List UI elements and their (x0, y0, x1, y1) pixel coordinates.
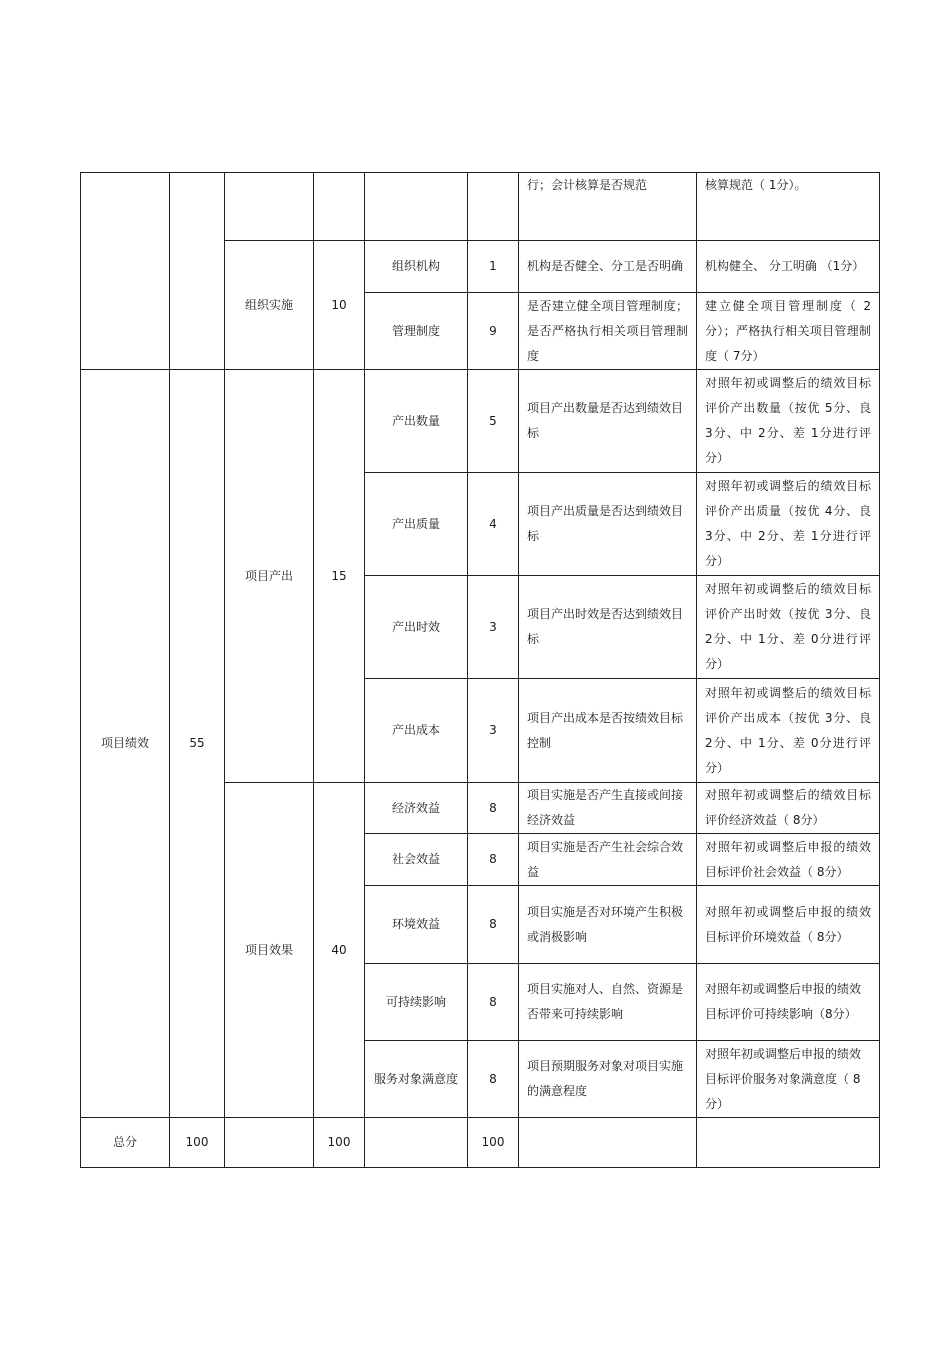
indicator-l3-cell: 服务对象满意度 (365, 1041, 468, 1118)
indicator-l1-score-cell: 55 (170, 370, 225, 1118)
scoring-criteria-cell: 对照年初或调整后申报的绩效目标评价环境效益（ 8分） (697, 886, 880, 964)
total-empty-cell (365, 1118, 468, 1168)
indicator-l3-cell: 管理制度 (365, 293, 468, 370)
total-l1-score-cell: 100 (170, 1118, 225, 1168)
indicator-l3-cell: 社会效益 (365, 834, 468, 886)
total-label-cell: 总分 (81, 1118, 170, 1168)
performance-evaluation-table (80, 172, 880, 1168)
evaluation-method-cell: 机构是否健全、分工是否明确 (519, 241, 697, 293)
indicator-l2-score-cell: 15 (314, 370, 365, 783)
indicator-l1-cell: 项目绩效 (81, 370, 170, 1118)
indicator-l3-cell: 产出质量 (365, 473, 468, 576)
evaluation-method-cell: 项目预期服务对象对项目实施的满意程度 (519, 1041, 697, 1118)
score-cell (468, 173, 519, 241)
scoring-criteria-cell: 对照年初或调整后的绩效目标评价产出成本（按优 3分、良 2分、中 1分、差 0分进行评分） (697, 679, 880, 783)
score-cell: 8 (468, 834, 519, 886)
evaluation-method-cell: 行；会计核算是否规范 (519, 173, 697, 241)
scoring-criteria-cell: 机构健全、 分工明确 （1分） (697, 241, 880, 293)
indicator-l2-score-cell: 10 (314, 241, 365, 370)
score-cell: 1 (468, 241, 519, 293)
indicator-l3-cell: 环境效益 (365, 886, 468, 964)
indicator-l2-cell: 项目产出 (225, 370, 314, 783)
score-cell: 4 (468, 473, 519, 576)
indicator-l3-cell: 产出数量 (365, 370, 468, 473)
evaluation-method-cell: 项目实施是否对环境产生积极或消极影响 (519, 886, 697, 964)
indicator-l3-cell: 组织机构 (365, 241, 468, 293)
evaluation-method-cell: 项目产出时效是否达到绩效目标 (519, 576, 697, 679)
score-cell: 8 (468, 886, 519, 964)
scoring-criteria-cell: 对照年初或调整后的绩效目标评价经济效益（ 8分） (697, 783, 880, 834)
evaluation-method-cell: 是否建立健全项目管理制度；是否严格执行相关项目管理制度 (519, 293, 697, 370)
score-cell: 3 (468, 679, 519, 783)
total-empty-cell (519, 1118, 697, 1168)
scoring-criteria-cell: 对照年初或调整后的绩效目标评价产出时效（按优 3分、良 2分、中 1分、差 0分进行评分） (697, 576, 880, 679)
evaluation-method-cell: 项目实施对人、自然、资源是否带来可持续影响 (519, 964, 697, 1041)
table-row (81, 370, 880, 473)
evaluation-method-cell: 项目实施是否产生直接或间接经济效益 (519, 783, 697, 834)
evaluation-method-cell: 项目产出数量是否达到绩效目标 (519, 370, 697, 473)
total-empty-cell (225, 1118, 314, 1168)
score-cell: 9 (468, 293, 519, 370)
score-cell: 8 (468, 964, 519, 1041)
scoring-criteria-cell: 对照年初或调整后的绩效目标评价产出数量（按优 5分、良 3分、中 2分、差 1分进行评分） (697, 370, 880, 473)
indicator-l1-cell (81, 173, 170, 370)
indicator-l2-score-cell: 40 (314, 783, 365, 1118)
evaluation-method-cell: 项目产出成本是否按绩效目标控制 (519, 679, 697, 783)
score-cell: 3 (468, 576, 519, 679)
total-empty-cell (697, 1118, 880, 1168)
score-cell: 8 (468, 783, 519, 834)
indicator-l1-score-cell (170, 173, 225, 370)
evaluation-method-cell: 项目产出质量是否达到绩效目标 (519, 473, 697, 576)
evaluation-method-cell: 项目实施是否产生社会综合效益 (519, 834, 697, 886)
indicator-l2-cell: 项目效果 (225, 783, 314, 1118)
table-row (81, 173, 880, 241)
indicator-l3-cell: 经济效益 (365, 783, 468, 834)
total-row (81, 1118, 880, 1168)
indicator-l3-cell: 产出成本 (365, 679, 468, 783)
score-cell: 5 (468, 370, 519, 473)
indicator-l3-cell: 产出时效 (365, 576, 468, 679)
scoring-criteria-cell: 核算规范（ 1分）。 (697, 173, 880, 241)
total-l2-score-cell: 100 (314, 1118, 365, 1168)
scoring-criteria-cell: 建立健全项目管理制度（ 2分）；严格执行相关项目管理制度（ 7分） (697, 293, 880, 370)
scoring-criteria-cell: 对照年初或调整后的绩效目标评价产出质量（按优 4分、良 3分、中 2分、差 1分进行评分） (697, 473, 880, 576)
score-cell: 8 (468, 1041, 519, 1118)
indicator-l2-cell (225, 173, 314, 241)
scoring-criteria-cell: 对照年初或调整后申报的绩效目标评价社会效益（ 8分） (697, 834, 880, 886)
total-score-cell: 100 (468, 1118, 519, 1168)
scoring-criteria-cell: 对照年初或调整后申报的绩效目标评价服务对象满意度（ 8分） (697, 1041, 880, 1118)
indicator-l3-cell (365, 173, 468, 241)
scoring-criteria-cell: 对照年初或调整后申报的绩效目标评价可持续影响（8分） (697, 964, 880, 1041)
indicator-l2-cell: 组织实施 (225, 241, 314, 370)
indicator-l2-score-cell (314, 173, 365, 241)
indicator-l3-cell: 可持续影响 (365, 964, 468, 1041)
